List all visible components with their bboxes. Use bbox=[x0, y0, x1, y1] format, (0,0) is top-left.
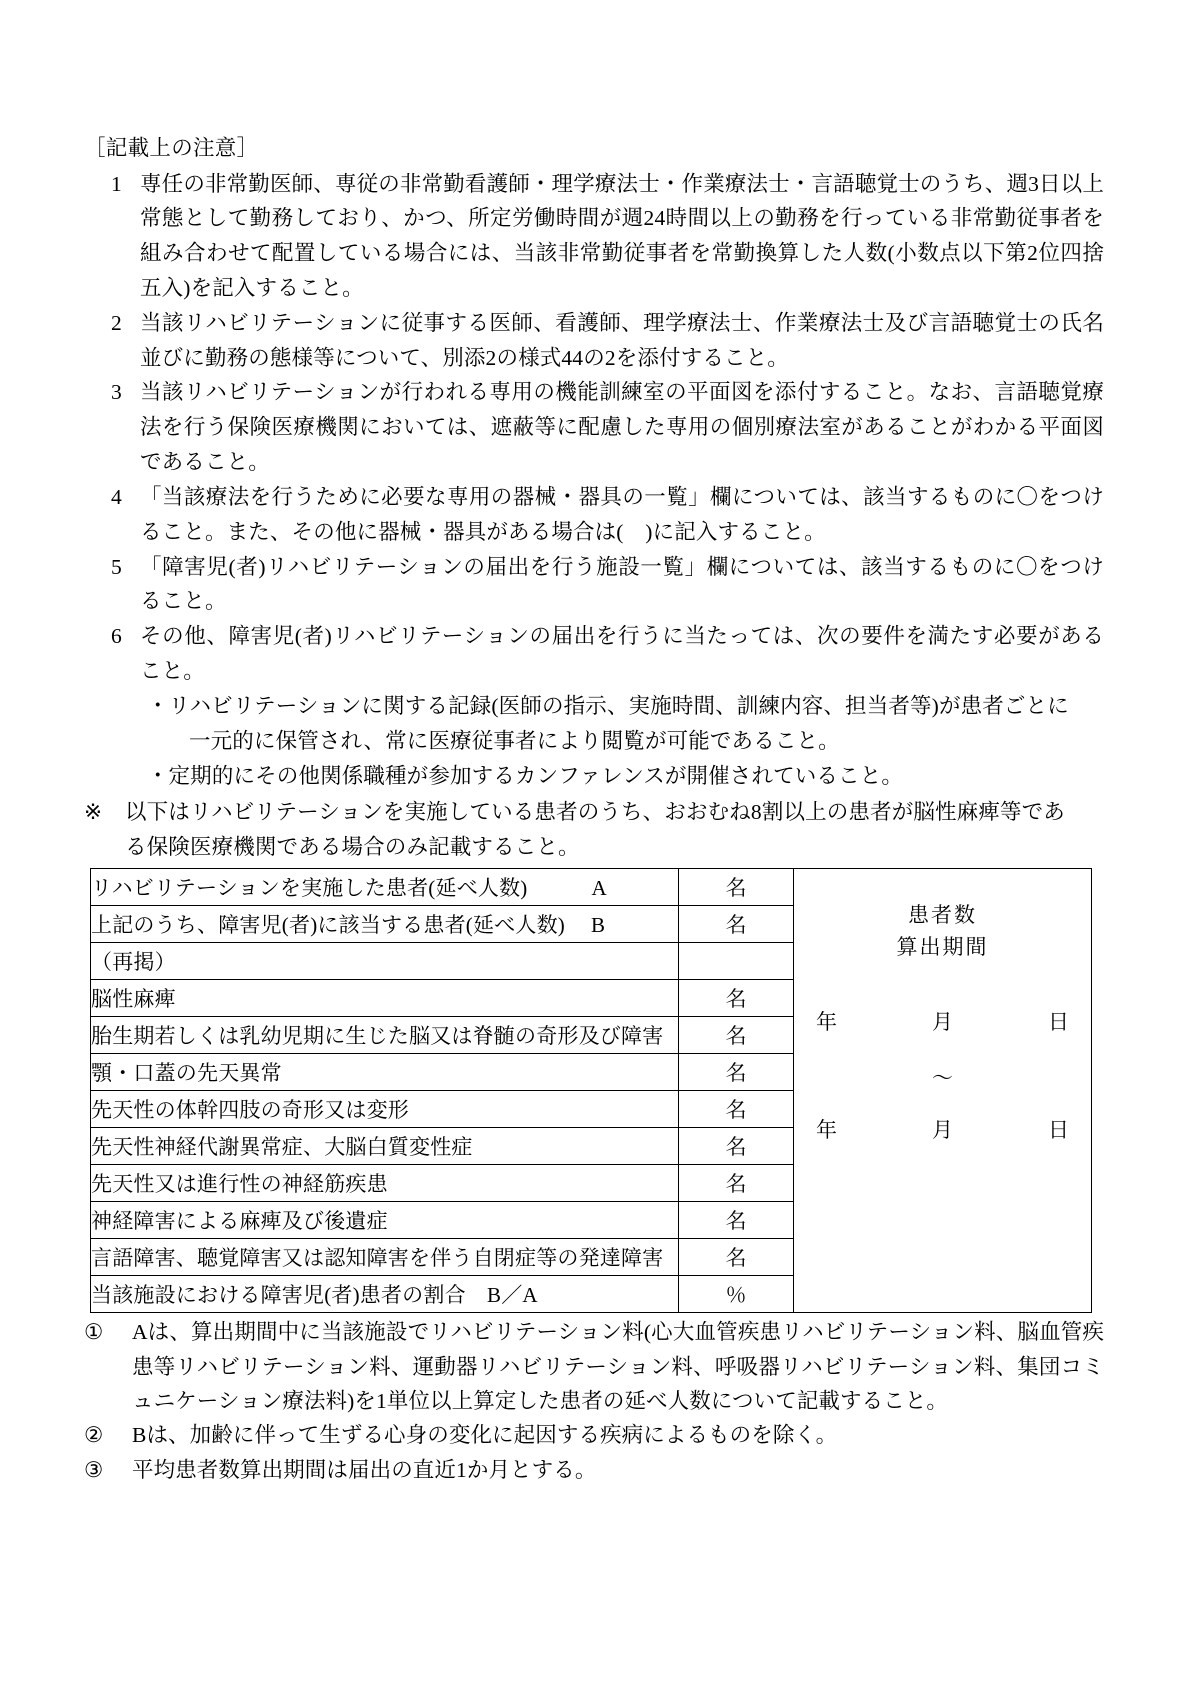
row-unit-cell[interactable]: 名 bbox=[679, 1091, 794, 1128]
calc-period-cell[interactable] bbox=[794, 869, 1092, 1313]
row-unit-cell[interactable]: 名 bbox=[679, 1017, 794, 1054]
footnote-1 bbox=[84, 1315, 1104, 1418]
note-number-6: 6 bbox=[111, 624, 122, 649]
footnote-3 bbox=[84, 1453, 1104, 1487]
footnote-text-3: 平均患者数算出期間は届出の直近1か月とする。 bbox=[132, 1457, 597, 1482]
row-label-cell: （再掲） bbox=[91, 943, 679, 980]
notes-list bbox=[84, 167, 1104, 689]
note-text-2: 当該リハビリテーションに従事する医師、看護師、理学療法士、作業療法士及び言語聴覚士の氏名並びに勤務の態様等について、別添2の様式44の2を添付すること。 bbox=[140, 310, 1104, 370]
note-item-4 bbox=[84, 480, 1104, 550]
note-item-1 bbox=[84, 167, 1104, 306]
date-from-day-label: 日 bbox=[1048, 1009, 1069, 1034]
bullet-dot-icon: ・ bbox=[147, 763, 169, 788]
kome-note-line2: る保険医療機関である場合のみ記載すること。 bbox=[125, 834, 580, 859]
row-unit-cell[interactable]: 名 bbox=[679, 906, 794, 943]
row-code-text: A bbox=[591, 876, 607, 901]
row-label-text: 上記のうち、障害児(者)に該当する患者(延べ人数) bbox=[91, 913, 565, 938]
row-label-cell: 脳性麻痺 bbox=[91, 980, 679, 1017]
kome-note bbox=[84, 795, 1104, 864]
date-to-row[interactable] bbox=[794, 1114, 1091, 1144]
kome-note-line1: 以下はリハビリテーションを実施している患者のうち、おおむね8割以上の患者が脳性麻痺等であ bbox=[125, 800, 1065, 825]
note-number-4: 4 bbox=[111, 484, 122, 509]
sub-bullet-1 bbox=[84, 689, 1104, 759]
calc-period-inner bbox=[794, 900, 1091, 1343]
note-text-1: 専任の非常勤医師、専従の非常勤看護師・理学療法士・作業療法士・言語聴覚士のうち、週3日以上常態として勤務しており、かつ、所定労働時間が週24時間以上の勤務を行っている非常勤従事者を組み合わせて配置している場合には、当該非常勤従事者を常勤換算した人数(小数点以下第2位四捨五入)を記入すること。 bbox=[140, 171, 1104, 300]
note-number-2: 2 bbox=[111, 310, 122, 335]
document-body bbox=[84, 133, 1104, 1487]
sub-bullet-list bbox=[84, 689, 1104, 793]
calc-period-title-line2: 算出期間 bbox=[896, 934, 989, 959]
row-label-cell: 当該施設における障害児(者)患者の割合 B／A bbox=[91, 1276, 679, 1313]
note-text-5: 「障害児(者)リハビリテーションの届出を行う施設一覧」欄については、該当するものに〇をつけること。 bbox=[140, 554, 1104, 614]
sub-bullet-2-line1: 定期的にその他関係職種が参加するカンファレンスが開催されていること。 bbox=[168, 763, 904, 788]
footnote-marker-3: ③ bbox=[84, 1457, 104, 1482]
row-label-cell: 先天性の体幹四肢の奇形又は変形 bbox=[91, 1091, 679, 1128]
bullet-dot-icon: ・ bbox=[147, 693, 169, 718]
footnote-text-1: Aは、算出期間中に当該施設でリハビリテーション料(心大血管疾患リハビリテーション料、脳血管疾患等リハビリテーション料、運動器リハビリテーション料、呼吸器リハビリテーション料、集団コミュニケーション療法料)を1単位以上算定した患者の延べ人数について記載すること。 bbox=[132, 1320, 1104, 1413]
date-range-separator: ～ bbox=[932, 1065, 953, 1090]
row-label-cell: 神経障害による麻痺及び後遺症 bbox=[91, 1202, 679, 1239]
row-unit-cell[interactable]: 名 bbox=[679, 980, 794, 1017]
note-number-3: 3 bbox=[111, 380, 122, 405]
row-label-cell bbox=[91, 869, 679, 906]
sub-bullet-1-line1: リハビリテーションに関する記録(医師の指示、実施時間、訓練内容、担当者等)が患者ごとに bbox=[168, 693, 1069, 718]
footnote-2 bbox=[84, 1418, 1104, 1452]
row-unit-cell[interactable]: ％ bbox=[679, 1276, 794, 1313]
note-item-2 bbox=[84, 306, 1104, 376]
note-text-3: 当該リハビリテーションが行われる専用の機能訓練室の平面図を添付すること。なお、言語聴覚療法を行う保険医療機関においては、遮蔽等に配慮した専用の個別療法室があることがわかる平面図であること。 bbox=[140, 380, 1104, 475]
sub-bullet-2 bbox=[84, 759, 1104, 794]
row-label-text: リハビリテーションを実施した患者(延べ人数) bbox=[91, 876, 528, 901]
row-label-cell: 言語障害、聴覚障害又は認知障害を伴う自閉症等の発達障害 bbox=[91, 1239, 679, 1276]
row-label-cell: 顎・口蓋の先天異常 bbox=[91, 1054, 679, 1091]
row-unit-cell[interactable]: 名 bbox=[679, 1165, 794, 1202]
date-to-year-label: 年 bbox=[816, 1117, 837, 1142]
calc-period-title-line1: 患者数 bbox=[908, 902, 977, 927]
date-from-month-label: 月 bbox=[932, 1009, 953, 1034]
kome-mark-icon: ※ bbox=[84, 800, 103, 825]
patient-count-table-wrapper bbox=[90, 868, 1104, 1313]
row-code-text: B bbox=[590, 913, 606, 938]
row-label-cell bbox=[91, 906, 679, 943]
date-from-year-label: 年 bbox=[816, 1009, 837, 1034]
footnote-text-2: Bは、加齢に伴って生ずる心身の変化に起因する疾病によるものを除く。 bbox=[132, 1423, 838, 1448]
note-number-5: 5 bbox=[111, 554, 122, 579]
row-label-cell: 先天性又は進行性の神経筋疾患 bbox=[91, 1165, 679, 1202]
sub-bullet-1-line2: 一元的に保管され、常に医療従事者により閲覧が可能であること。 bbox=[189, 728, 840, 753]
note-item-5 bbox=[84, 550, 1104, 620]
table-row bbox=[91, 869, 1092, 906]
note-text-6: その他、障害児(者)リハビリテーションの届出を行うに当たっては、次の要件を満たす必要があること。 bbox=[140, 624, 1104, 684]
row-unit-cell[interactable]: 名 bbox=[679, 869, 794, 906]
row-unit-cell[interactable]: 名 bbox=[679, 1202, 794, 1239]
row-unit-cell[interactable]: 名 bbox=[679, 1239, 794, 1276]
date-to-day-label: 日 bbox=[1048, 1117, 1069, 1142]
row-unit-cell[interactable]: 名 bbox=[679, 1128, 794, 1165]
date-to-month-label: 月 bbox=[932, 1117, 953, 1142]
date-from-row[interactable] bbox=[794, 1006, 1091, 1036]
note-item-6 bbox=[84, 619, 1104, 689]
calc-period-title bbox=[794, 900, 1091, 964]
patient-count-table bbox=[90, 868, 1092, 1313]
footnote-marker-1: ① bbox=[84, 1320, 104, 1345]
row-unit-cell[interactable]: 名 bbox=[679, 1054, 794, 1091]
row-label-cell: 先天性神経代謝異常症、大脳白質変性症 bbox=[91, 1128, 679, 1165]
note-number-1: 1 bbox=[111, 171, 122, 196]
row-unit-cell[interactable] bbox=[679, 943, 794, 980]
page-title: ［記載上の注意］ bbox=[84, 136, 259, 160]
footnotes-list bbox=[84, 1315, 1104, 1487]
note-item-3 bbox=[84, 375, 1104, 479]
row-label-cell: 胎生期若しくは乳幼児期に生じた脳又は脊髄の奇形及び障害 bbox=[91, 1017, 679, 1054]
note-text-4: 「当該療法を行うために必要な専用の器械・器具の一覧」欄については、該当するものに〇をつけること。また、その他に器械・器具がある場合は( )に記入すること。 bbox=[140, 484, 1104, 544]
footnote-marker-2: ② bbox=[84, 1423, 104, 1448]
